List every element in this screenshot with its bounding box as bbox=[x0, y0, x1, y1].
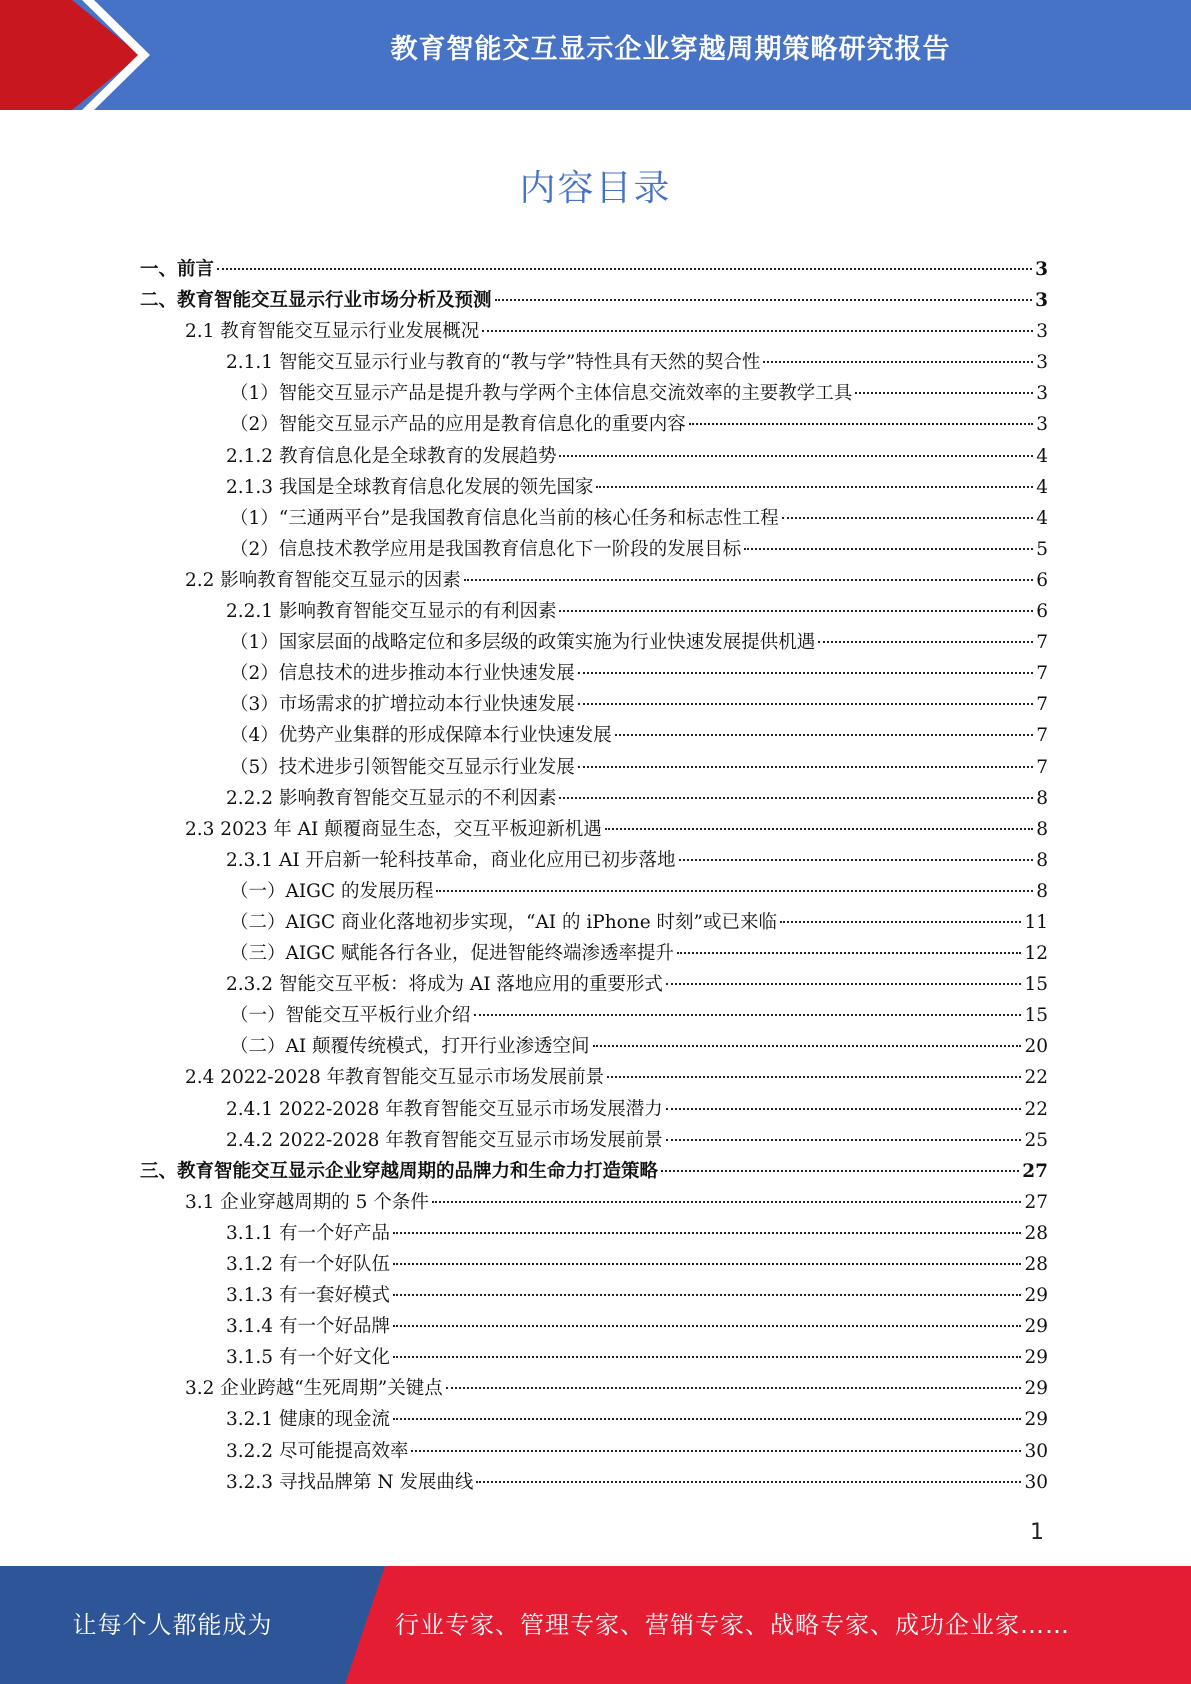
toc-entry-page: 6 bbox=[1036, 601, 1048, 623]
toc-entry-title: （2）信息技术的进步推动本行业快速发展 bbox=[230, 663, 575, 685]
toc-entry-title: 2.1.2 教育信息化是全球教育的发展趋势 bbox=[226, 445, 557, 467]
toc-entry-title: 3.2.2 尽可能提高效率 bbox=[226, 1440, 409, 1462]
toc-entry-page: 25 bbox=[1024, 1129, 1048, 1151]
page-header bbox=[0, 0, 1191, 110]
toc-entry[interactable] bbox=[140, 845, 1048, 876]
toc-dot-leader bbox=[495, 299, 1033, 301]
toc-dot-leader bbox=[666, 983, 1022, 985]
toc-dot-leader bbox=[666, 1108, 1022, 1110]
toc-entry-title: 2.4 2022-2028 年教育智能交互显示市场发展前景 bbox=[185, 1067, 605, 1089]
toc-dot-leader bbox=[578, 672, 1033, 674]
toc-entry[interactable] bbox=[140, 814, 1048, 845]
toc-entry-title: （2）智能交互显示产品的应用是教育信息化的重要内容 bbox=[230, 414, 686, 436]
toc-dot-leader bbox=[217, 268, 1032, 270]
toc-entry[interactable] bbox=[140, 1125, 1048, 1156]
toc-dot-leader bbox=[677, 952, 1021, 954]
toc-entry[interactable] bbox=[140, 627, 1048, 658]
toc-entry-title: 3.1.5 有一个好文化 bbox=[226, 1347, 390, 1369]
toc-entry[interactable] bbox=[140, 783, 1048, 814]
toc-dot-leader bbox=[593, 1045, 1022, 1047]
toc-dot-leader bbox=[393, 1325, 1021, 1327]
toc-dot-leader bbox=[559, 610, 1033, 612]
toc-entry[interactable] bbox=[140, 565, 1048, 596]
toc-entry[interactable] bbox=[140, 752, 1048, 783]
toc-entry[interactable] bbox=[140, 969, 1048, 1000]
toc-entry-page: 28 bbox=[1024, 1222, 1048, 1244]
toc-entry-page: 3 bbox=[1035, 259, 1048, 280]
toc-dot-leader bbox=[855, 392, 1033, 394]
toc-entry-title: （1）智能交互显示产品是提升教与学两个主体信息交流效率的主要教学工具 bbox=[230, 383, 853, 405]
toc-entry[interactable] bbox=[140, 1249, 1048, 1280]
toc-entry-title: （5）技术进步引领智能交互显示行业发展 bbox=[230, 756, 575, 778]
toc-entry-page: 29 bbox=[1024, 1316, 1048, 1338]
toc-entry-page: 29 bbox=[1024, 1347, 1048, 1369]
toc-entry-page: 11 bbox=[1024, 911, 1048, 933]
toc-dot-leader bbox=[559, 797, 1033, 799]
toc-entry[interactable] bbox=[140, 316, 1048, 347]
toc-entry-title: 3.1.4 有一个好品牌 bbox=[226, 1316, 390, 1338]
toc-entry-title: 2.3.1 AI 开启新一轮科技革命，商业化应用已初步落地 bbox=[226, 849, 676, 871]
page-number: 1 bbox=[1030, 1520, 1044, 1545]
toc-dot-leader bbox=[666, 1139, 1022, 1141]
toc-entry-page: 29 bbox=[1024, 1285, 1048, 1307]
toc-entry-title: （2）信息技术教学应用是我国教育信息化下一阶段的发展目标 bbox=[230, 538, 742, 560]
toc-dot-leader bbox=[596, 486, 1033, 488]
toc-entry-page: 7 bbox=[1036, 725, 1048, 747]
toc-entry[interactable] bbox=[140, 503, 1048, 534]
toc-entry-page: 29 bbox=[1024, 1409, 1048, 1431]
toc-entry-page: 3 bbox=[1036, 352, 1048, 374]
toc-entry-title: （一）AIGC 的发展历程 bbox=[230, 880, 434, 902]
toc-entry-title: 2.3.2 智能交互平板：将成为 AI 落地应用的重要形式 bbox=[226, 974, 663, 996]
toc-entry[interactable] bbox=[140, 378, 1048, 409]
toc-entry-page: 3 bbox=[1035, 290, 1048, 312]
report-title: 教育智能交互显示企业穿越周期策略研究报告 bbox=[390, 34, 951, 65]
toc-heading: 内容目录 bbox=[519, 168, 672, 209]
toc-entry[interactable] bbox=[140, 720, 1048, 751]
toc-entry-title: 一、前言 bbox=[140, 259, 215, 280]
toc-entry[interactable] bbox=[140, 534, 1048, 565]
toc-entry-title: 2.1.3 我国是全球教育信息化发展的领先国家 bbox=[226, 476, 594, 498]
toc-entry[interactable] bbox=[140, 409, 1048, 440]
toc-entry[interactable] bbox=[140, 472, 1048, 503]
toc-dot-leader bbox=[689, 423, 1033, 425]
toc-entry-title: 2.1 教育智能交互显示行业发展概况 bbox=[185, 321, 480, 343]
toc-dot-leader bbox=[432, 1201, 1022, 1203]
toc-entry-title: （4）优势产业集群的形成保障本行业快速发展 bbox=[230, 725, 612, 747]
chevron-logo-icon bbox=[0, 0, 170, 110]
footer-slogan-left: 让每个人都能成为 bbox=[72, 1611, 273, 1639]
toc-entry-page: 8 bbox=[1036, 849, 1048, 871]
toc-entry-page: 6 bbox=[1036, 569, 1048, 591]
toc-entry-title: （1）国家层面的战略定位和多层级的政策实施为行业快速发展提供机遇 bbox=[230, 632, 816, 654]
toc-dot-leader bbox=[578, 703, 1033, 705]
toc-entry[interactable] bbox=[140, 1218, 1048, 1249]
toc-entry-title: （1）“三通两平台”是我国教育信息化当前的核心任务和标志性工程 bbox=[230, 507, 779, 529]
toc-entry-title: （一）智能交互平板行业介绍 bbox=[230, 1005, 471, 1027]
toc-entry[interactable] bbox=[140, 1187, 1048, 1218]
toc-entry-title: 3.2.1 健康的现金流 bbox=[226, 1409, 390, 1431]
toc-entry-title: 3.2 企业跨越“生死周期”关键点 bbox=[185, 1378, 443, 1400]
toc-dot-leader bbox=[559, 455, 1033, 457]
toc-entry[interactable] bbox=[140, 285, 1048, 316]
toc-entry-page: 4 bbox=[1036, 507, 1048, 529]
toc-entry[interactable] bbox=[140, 441, 1048, 472]
toc-entry-page: 4 bbox=[1036, 476, 1048, 498]
toc-entry-page: 8 bbox=[1036, 880, 1048, 902]
toc-entry[interactable] bbox=[140, 347, 1048, 378]
toc-entry-title: 二、教育智能交互显示行业市场分析及预测 bbox=[140, 290, 492, 312]
toc-entry[interactable] bbox=[140, 1031, 1048, 1062]
toc-dot-leader bbox=[615, 734, 1033, 736]
toc-entry[interactable] bbox=[140, 1436, 1048, 1467]
toc-entry-title: 3.2.3 寻找品牌第 N 发展曲线 bbox=[226, 1471, 474, 1493]
toc-entry-title: 2.4.1 2022-2028 年教育智能交互显示市场发展潜力 bbox=[226, 1098, 663, 1120]
toc-entry-page: 7 bbox=[1036, 663, 1048, 685]
toc-entry[interactable] bbox=[140, 1404, 1048, 1435]
toc-entry[interactable] bbox=[140, 876, 1048, 907]
toc-dot-leader bbox=[605, 828, 1034, 830]
toc-entry[interactable] bbox=[140, 596, 1048, 627]
toc-dot-leader bbox=[763, 361, 1033, 363]
toc-entry-title: 3.1.1 有一个好产品 bbox=[226, 1222, 390, 1244]
toc-entry-page: 7 bbox=[1036, 632, 1048, 654]
toc-entry-page: 3 bbox=[1036, 383, 1048, 405]
toc-dot-leader bbox=[476, 1481, 1021, 1483]
toc-entry[interactable] bbox=[140, 254, 1048, 285]
toc-dot-leader bbox=[436, 890, 1033, 892]
toc-entry-page: 3 bbox=[1036, 321, 1048, 343]
toc-entry-page: 27 bbox=[1024, 1191, 1048, 1213]
toc-entry-page: 8 bbox=[1036, 787, 1048, 809]
toc-entry-page: 22 bbox=[1024, 1067, 1048, 1089]
toc-entry[interactable] bbox=[140, 938, 1048, 969]
toc-dot-leader bbox=[607, 1076, 1021, 1078]
toc-entry-title: 3.1.2 有一个好队伍 bbox=[226, 1254, 390, 1275]
toc-entry[interactable] bbox=[140, 1156, 1048, 1187]
toc-dot-leader bbox=[393, 1232, 1021, 1234]
toc-dot-leader bbox=[679, 859, 1034, 861]
toc-dot-leader bbox=[411, 1450, 1021, 1452]
toc-entry[interactable] bbox=[140, 1467, 1048, 1498]
toc-entry[interactable] bbox=[140, 1062, 1048, 1093]
toc-entry-title: 2.2.1 影响教育智能交互显示的有利因素 bbox=[226, 601, 557, 623]
toc-dot-leader bbox=[744, 548, 1033, 550]
toc-dot-leader bbox=[393, 1356, 1021, 1358]
toc-entry-page: 15 bbox=[1024, 974, 1048, 996]
toc-entry[interactable] bbox=[140, 1311, 1048, 1342]
toc-entry[interactable] bbox=[140, 1342, 1048, 1373]
toc-entry-title: 2.4.2 2022-2028 年教育智能交互显示市场发展前景 bbox=[226, 1129, 663, 1151]
toc-entry[interactable] bbox=[140, 658, 1048, 689]
toc-entry-page: 7 bbox=[1036, 756, 1048, 778]
toc-entry-page: 30 bbox=[1024, 1440, 1048, 1462]
toc-entry-title: 2.1.1 智能交互显示行业与教育的“教与学”特性具有天然的契合性 bbox=[226, 352, 761, 374]
toc-dot-leader bbox=[782, 517, 1034, 519]
toc-entry-title: 3.1 企业穿越周期的 5 个条件 bbox=[185, 1191, 429, 1213]
toc-dot-leader bbox=[464, 579, 1033, 581]
toc-entry[interactable] bbox=[140, 689, 1048, 720]
toc-entry[interactable] bbox=[140, 1280, 1048, 1311]
toc-dot-leader bbox=[482, 330, 1033, 332]
toc-dot-leader bbox=[393, 1263, 1021, 1265]
toc-dot-leader bbox=[393, 1294, 1021, 1296]
toc-entry-page: 5 bbox=[1036, 538, 1048, 560]
toc-entry-page: 15 bbox=[1024, 1005, 1048, 1027]
toc-entry-title: 2.2 影响教育智能交互显示的因素 bbox=[185, 569, 461, 591]
toc-entry-title: （二）AIGC 商业化落地初步实现，“AI 的 iPhone 时刻”或已来临 bbox=[230, 911, 777, 933]
toc-entry-title: 2.3 2023 年 AI 颠覆商显生态，交互平板迎新机遇 bbox=[185, 818, 602, 840]
toc-entry-title: （3）市场需求的扩增拉动本行业快速发展 bbox=[230, 694, 575, 716]
toc-entry[interactable] bbox=[140, 1094, 1048, 1125]
toc-entry-page: 8 bbox=[1036, 818, 1048, 840]
toc-dot-leader bbox=[780, 921, 1021, 923]
toc-entry-page: 29 bbox=[1024, 1378, 1048, 1400]
toc-dot-leader bbox=[818, 641, 1033, 643]
toc-entry-page: 27 bbox=[1022, 1160, 1048, 1182]
toc-entry-title: （二）AI 颠覆传统模式，打开行业渗透空间 bbox=[230, 1036, 590, 1058]
toc-entry[interactable] bbox=[140, 1000, 1048, 1031]
toc-entry-title: 三、教育智能交互显示企业穿越周期的品牌力和生命力打造策略 bbox=[140, 1160, 659, 1182]
toc-entry[interactable] bbox=[140, 1373, 1048, 1404]
toc-dot-leader bbox=[393, 1418, 1021, 1420]
toc-dot-leader bbox=[661, 1170, 1019, 1172]
toc-entry-title: （三）AIGC 赋能各行各业，促进智能终端渗透率提升 bbox=[230, 943, 674, 965]
toc-entry-page: 7 bbox=[1036, 694, 1048, 716]
page-footer bbox=[0, 1566, 1191, 1684]
toc-dot-leader bbox=[446, 1387, 1022, 1389]
toc-entry-page: 20 bbox=[1024, 1036, 1048, 1058]
toc-entry-page: 4 bbox=[1036, 445, 1048, 467]
toc-entry-page: 3 bbox=[1036, 414, 1048, 436]
footer-slogan-right: 行业专家、管理专家、营销专家、战略专家、成功企业家…… bbox=[395, 1611, 1070, 1639]
toc-entry-title: 2.2.2 影响教育智能交互显示的不利因素 bbox=[226, 787, 557, 809]
toc-entry[interactable] bbox=[140, 907, 1048, 938]
toc-entry-page: 28 bbox=[1024, 1254, 1048, 1275]
toc-dot-leader bbox=[474, 1014, 1022, 1016]
toc-dot-leader bbox=[578, 766, 1033, 768]
toc-entry-page: 30 bbox=[1024, 1471, 1048, 1493]
toc-entry-title: 3.1.3 有一套好模式 bbox=[226, 1285, 390, 1307]
toc-entry-page: 22 bbox=[1024, 1098, 1048, 1120]
toc-entry-page: 12 bbox=[1024, 943, 1048, 965]
table-of-contents bbox=[140, 254, 1048, 1498]
